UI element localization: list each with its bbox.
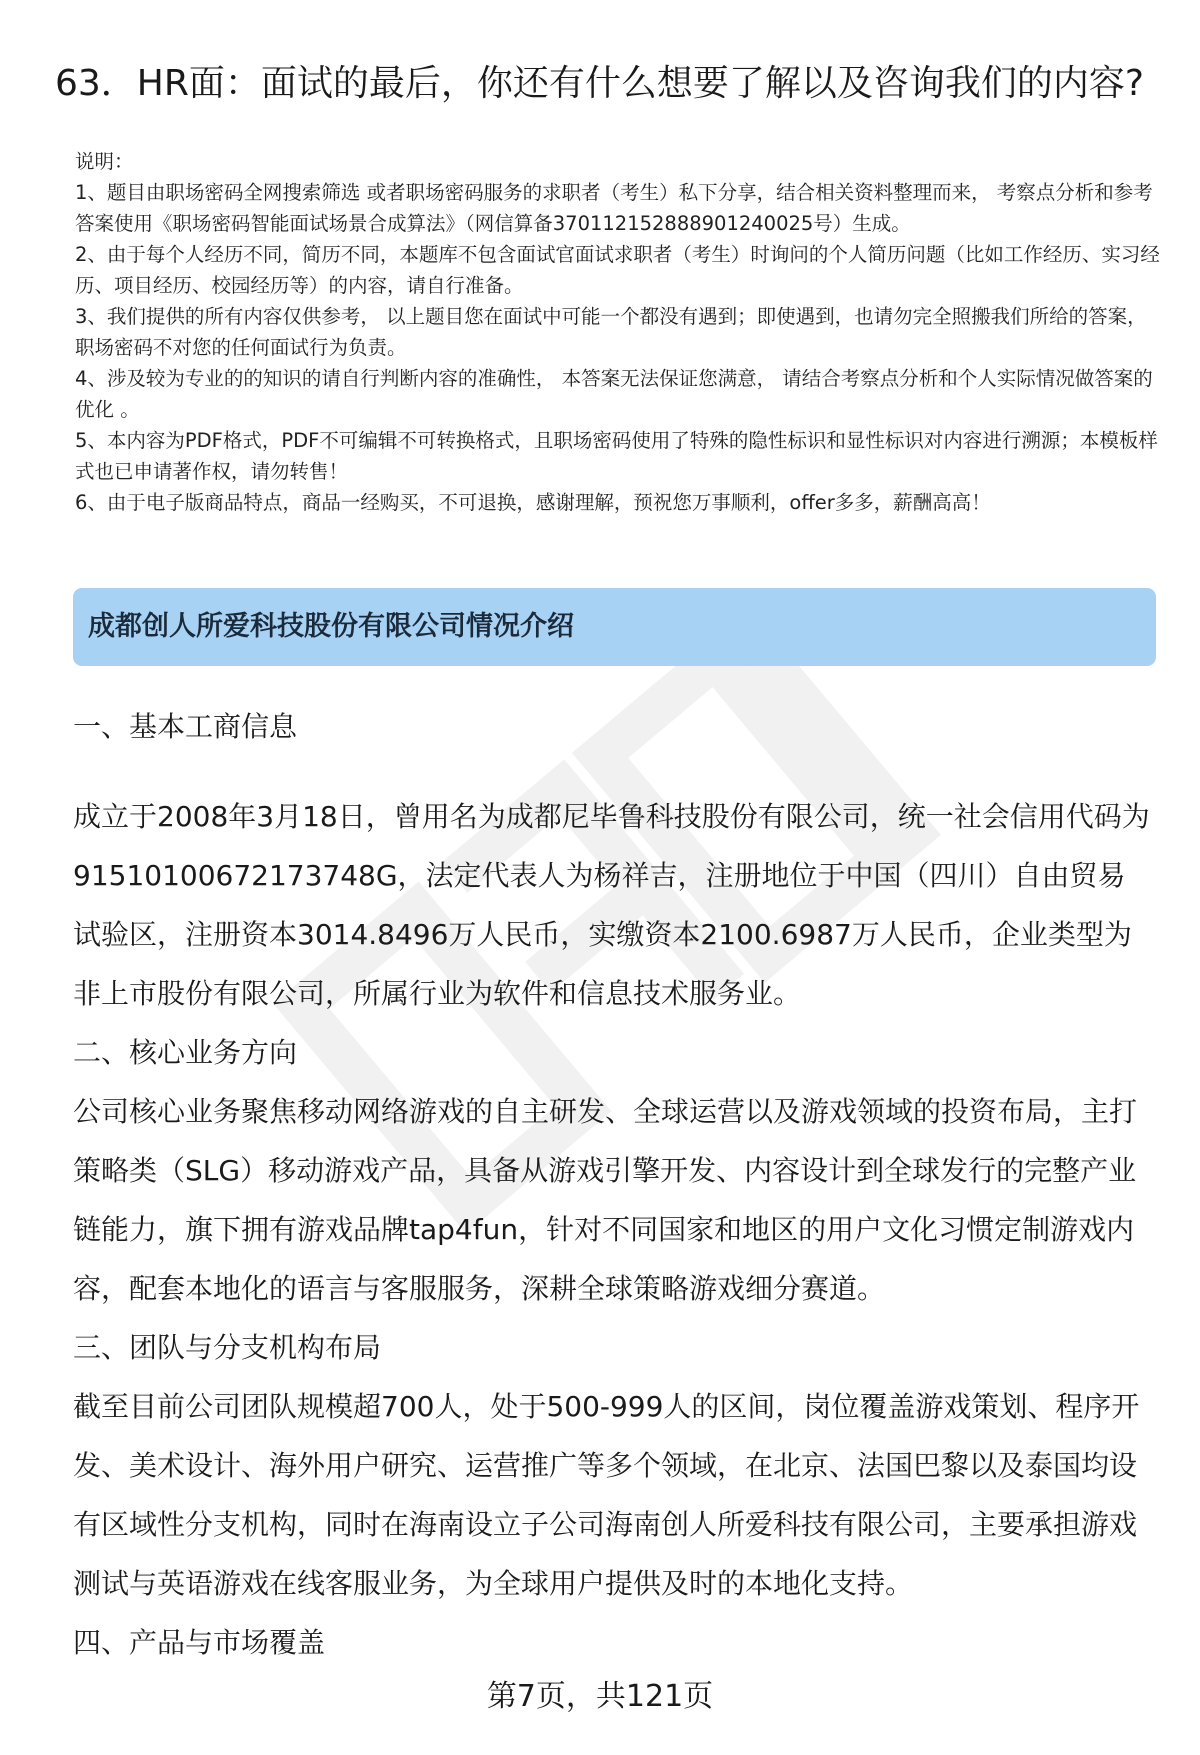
note-item: 2、由于每个人经历不同，简历不同，本题库不包含面试官面试求职者（考生）时询问的个人简历问题（比如工作经历、实习经历、项目经历、校园经历等）的内容，请自行准备。 <box>75 243 1160 297</box>
note-item: 3、我们提供的所有内容仅供参考， 以上题目您在面试中可能一个都没有遇到；即使遇到，也请勿完全照搬我们所给的答案，职场密码不对您的任何面试行为负责。 <box>75 305 1147 359</box>
section-heading: 三、团队与分支机构布局 <box>73 1331 382 1364</box>
section-body: 截至目前公司团队规模超700人，处于500-999人的区间，岗位覆盖游戏策划、程序开发、美术设计、海外用户研究、运营推广等多个领域，在北京、法国巴黎以及泰国均设有区域性分支机构，同时在海南设立子公司海南创人所爱科技有限公司，主要承担游戏测试与英语游戏在线客服业务，为全球用户提供及时的本地化支持。 <box>73 1390 1140 1600</box>
page-footer: 第7页，共121页 <box>486 1679 714 1714</box>
notes-block <box>75 146 1165 518</box>
section-body: 成立于2008年3月18日，曾用名为成都尼毕鲁科技股份有限公司，统一社会信用代码为91510100672173748G，法定代表人为杨祥吉，注册地位于中国（四川）自由贸易试验区，注册资本3014.8496万人民币，实缴资本2100.6987万人民币，企业类型为非上市股份有限公司，所属行业为软件和信息技术服务业。 <box>73 800 1150 1010</box>
note-item: 1、题目由职场密码全网搜索筛选 或者职场密码服务的求职者（考生）私下分享，结合相关资料整理而来， 考察点分析和参考答案使用《职场密码智能面试场景合成算法》（网信算备370112152888901240025号）生成。 <box>75 181 1153 235</box>
section-body: 公司核心业务聚焦移动网络游戏的自主研发、全球运营以及游戏领域的投资布局，主打策略类（SLG）移动游戏产品，具备从游戏引擎开发、内容设计到全球发行的完整产业链能力，旗下拥有游戏品牌tap4fun，针对不同国家和地区的用户文化习惯定制游戏内容，配套本地化的语言与客服服务，深耕全球策略游戏细分赛道。 <box>73 1095 1138 1305</box>
note-item: 6、由于电子版商品特点，商品一经购买，不可退换，感谢理解，预祝您万事顺利，offer多多，薪酬高高！ <box>75 491 991 514</box>
banner-title: 成都创人所爱科技股份有限公司情况介绍 <box>88 611 574 642</box>
note-item: 4、涉及较为专业的的知识的请自行判断内容的准确性， 本答案无法保证您满意， 请结合考察点分析和个人实际情况做答案的优化 。 <box>75 367 1153 421</box>
notes-heading: 说明： <box>75 150 134 173</box>
note-item: 5、本内容为PDF格式，PDF不可编辑不可转换格式，且职场密码使用了特殊的隐性标识和显性标识对内容进行溯源；本模板样式也已申请著作权，请勿转售！ <box>75 429 1158 483</box>
section-heading: 二、核心业务方向 <box>73 1036 298 1069</box>
section-heading: 四、产品与市场覆盖 <box>73 1626 326 1659</box>
company-banner <box>73 588 1156 666</box>
question-title: 63．HR面：面试的最后，你还有什么想要了解以及咨询我们的内容? <box>55 63 1145 104</box>
section-heading: 一、基本工商信息 <box>73 710 298 743</box>
